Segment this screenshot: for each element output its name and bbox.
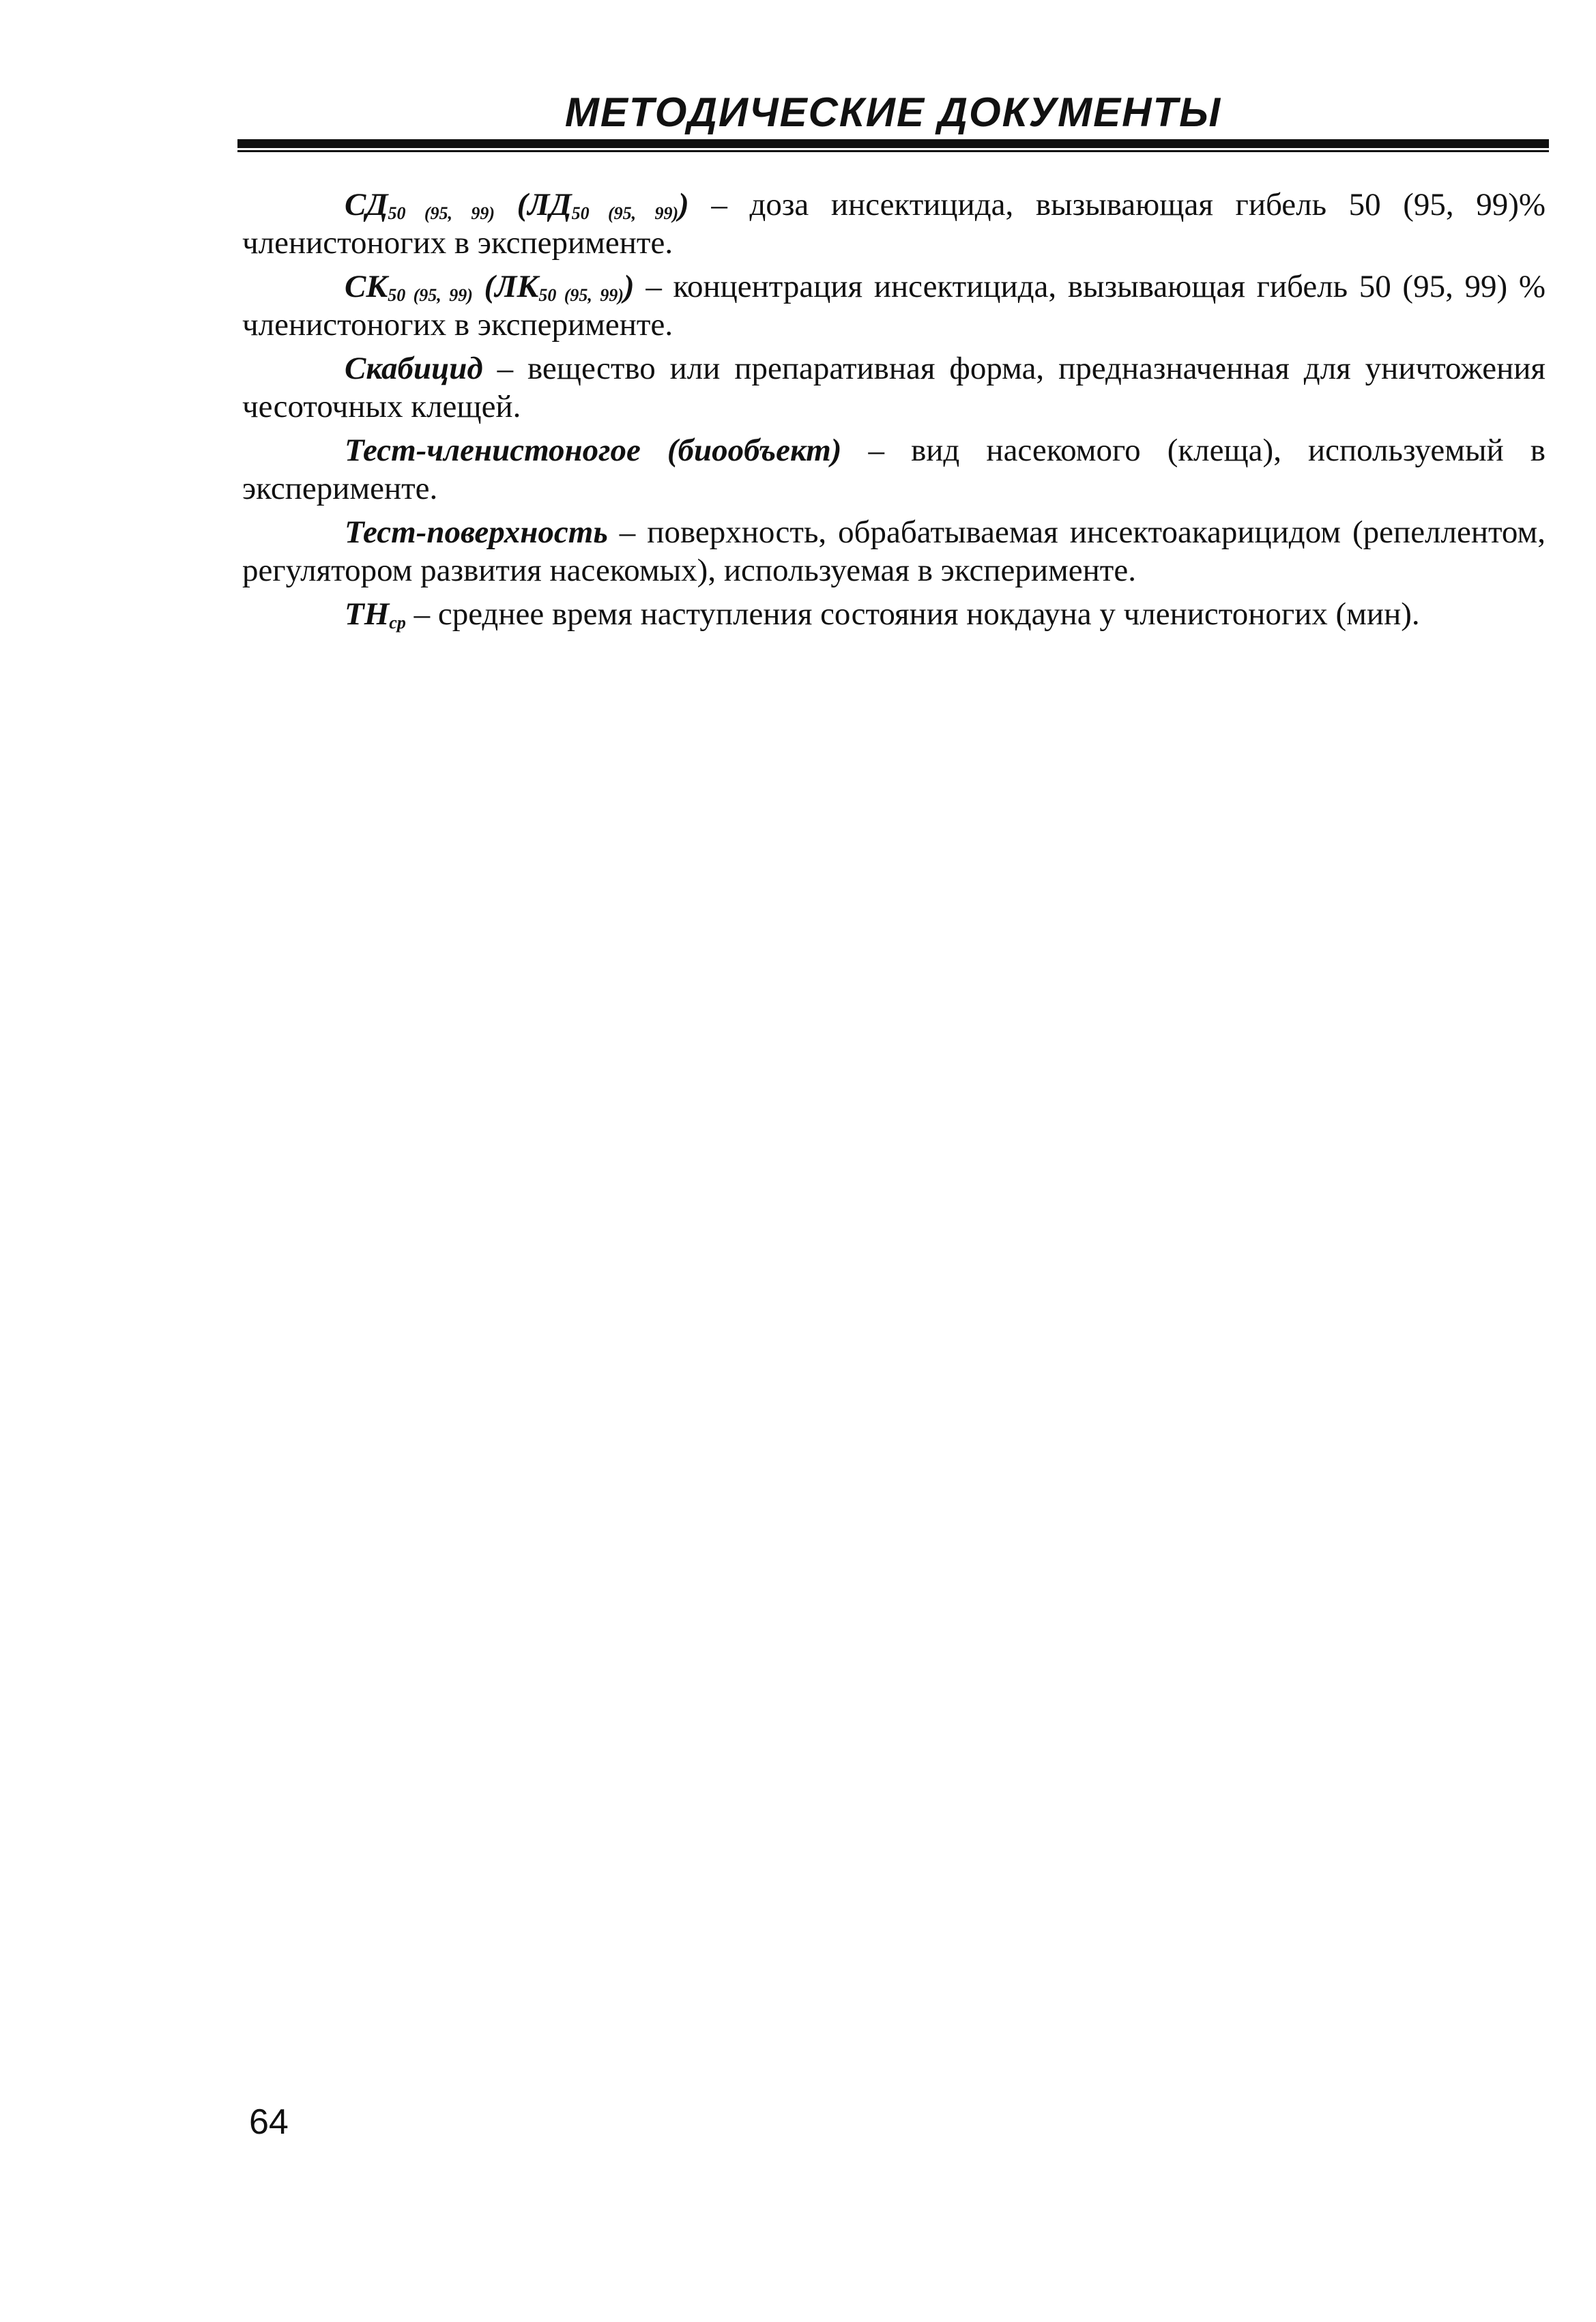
definition-text: – вид насекомого (клеща), используемый в эксперименте. — [242, 433, 1546, 506]
definition-text: – вещество или препаративная форма, предназначенная для уничтожения чесоточных клещей. — [242, 351, 1546, 424]
term-part: ) — [678, 187, 689, 222]
term — [345, 596, 406, 632]
definition-entry-sd50 — [242, 186, 1546, 262]
term-part: (ЛК — [472, 269, 539, 304]
page-title: МЕТОДИЧЕСКИЕ ДОКУМЕНТЫ — [564, 89, 1222, 135]
term: Скабицид — [345, 351, 483, 386]
header-rule-thin — [237, 150, 1549, 152]
term-part: СД — [345, 187, 388, 222]
term-subscript: 50 (95, 99) — [388, 285, 473, 305]
term-part: ТН — [345, 596, 390, 632]
term-part: СК — [345, 269, 388, 304]
header-rule-thick — [237, 139, 1549, 148]
definition-entry-test-surface — [242, 513, 1546, 590]
term-subscript: 50 (95, 99) — [388, 203, 495, 223]
definition-text: – среднее время наступления состояния нокдауна у членистоногих (мин). — [405, 596, 1420, 632]
definition-entry-th-avg — [242, 595, 1546, 633]
term — [345, 269, 635, 304]
term-subscript: 50 (95, 99) — [571, 203, 679, 223]
term-subscript: 50 (95, 99) — [538, 285, 624, 305]
term-subscript: ср — [389, 613, 406, 633]
definition-text: – доза инсектицида, вызывающая гибель 50 (95, 99)% членистоногих в эксперименте. — [242, 187, 1546, 261]
definition-entry-scabicide — [242, 349, 1546, 426]
term: Тест-членистоногое (биообъект) — [345, 433, 842, 468]
page-header — [237, 82, 1549, 157]
term: Тест-поверхность — [345, 514, 608, 550]
term-part: (ЛД — [494, 187, 572, 222]
definition-entry-test-arthropod — [242, 431, 1546, 508]
term — [345, 187, 689, 222]
term-part: ) — [624, 269, 635, 304]
definition-text: – поверхность, обрабатываемая инсектоакарицидом (репеллентом, регулятором развития насекомых), используемая в эксперименте. — [242, 514, 1546, 588]
definition-entry-sk50 — [242, 267, 1546, 344]
definitions-list — [242, 186, 1546, 639]
page-number: 64 — [249, 2102, 289, 2142]
definition-text: – концентрация инсектицида, вызывающая гибель 50 (95, 99) % членистоногих в эксперименте. — [242, 269, 1546, 343]
